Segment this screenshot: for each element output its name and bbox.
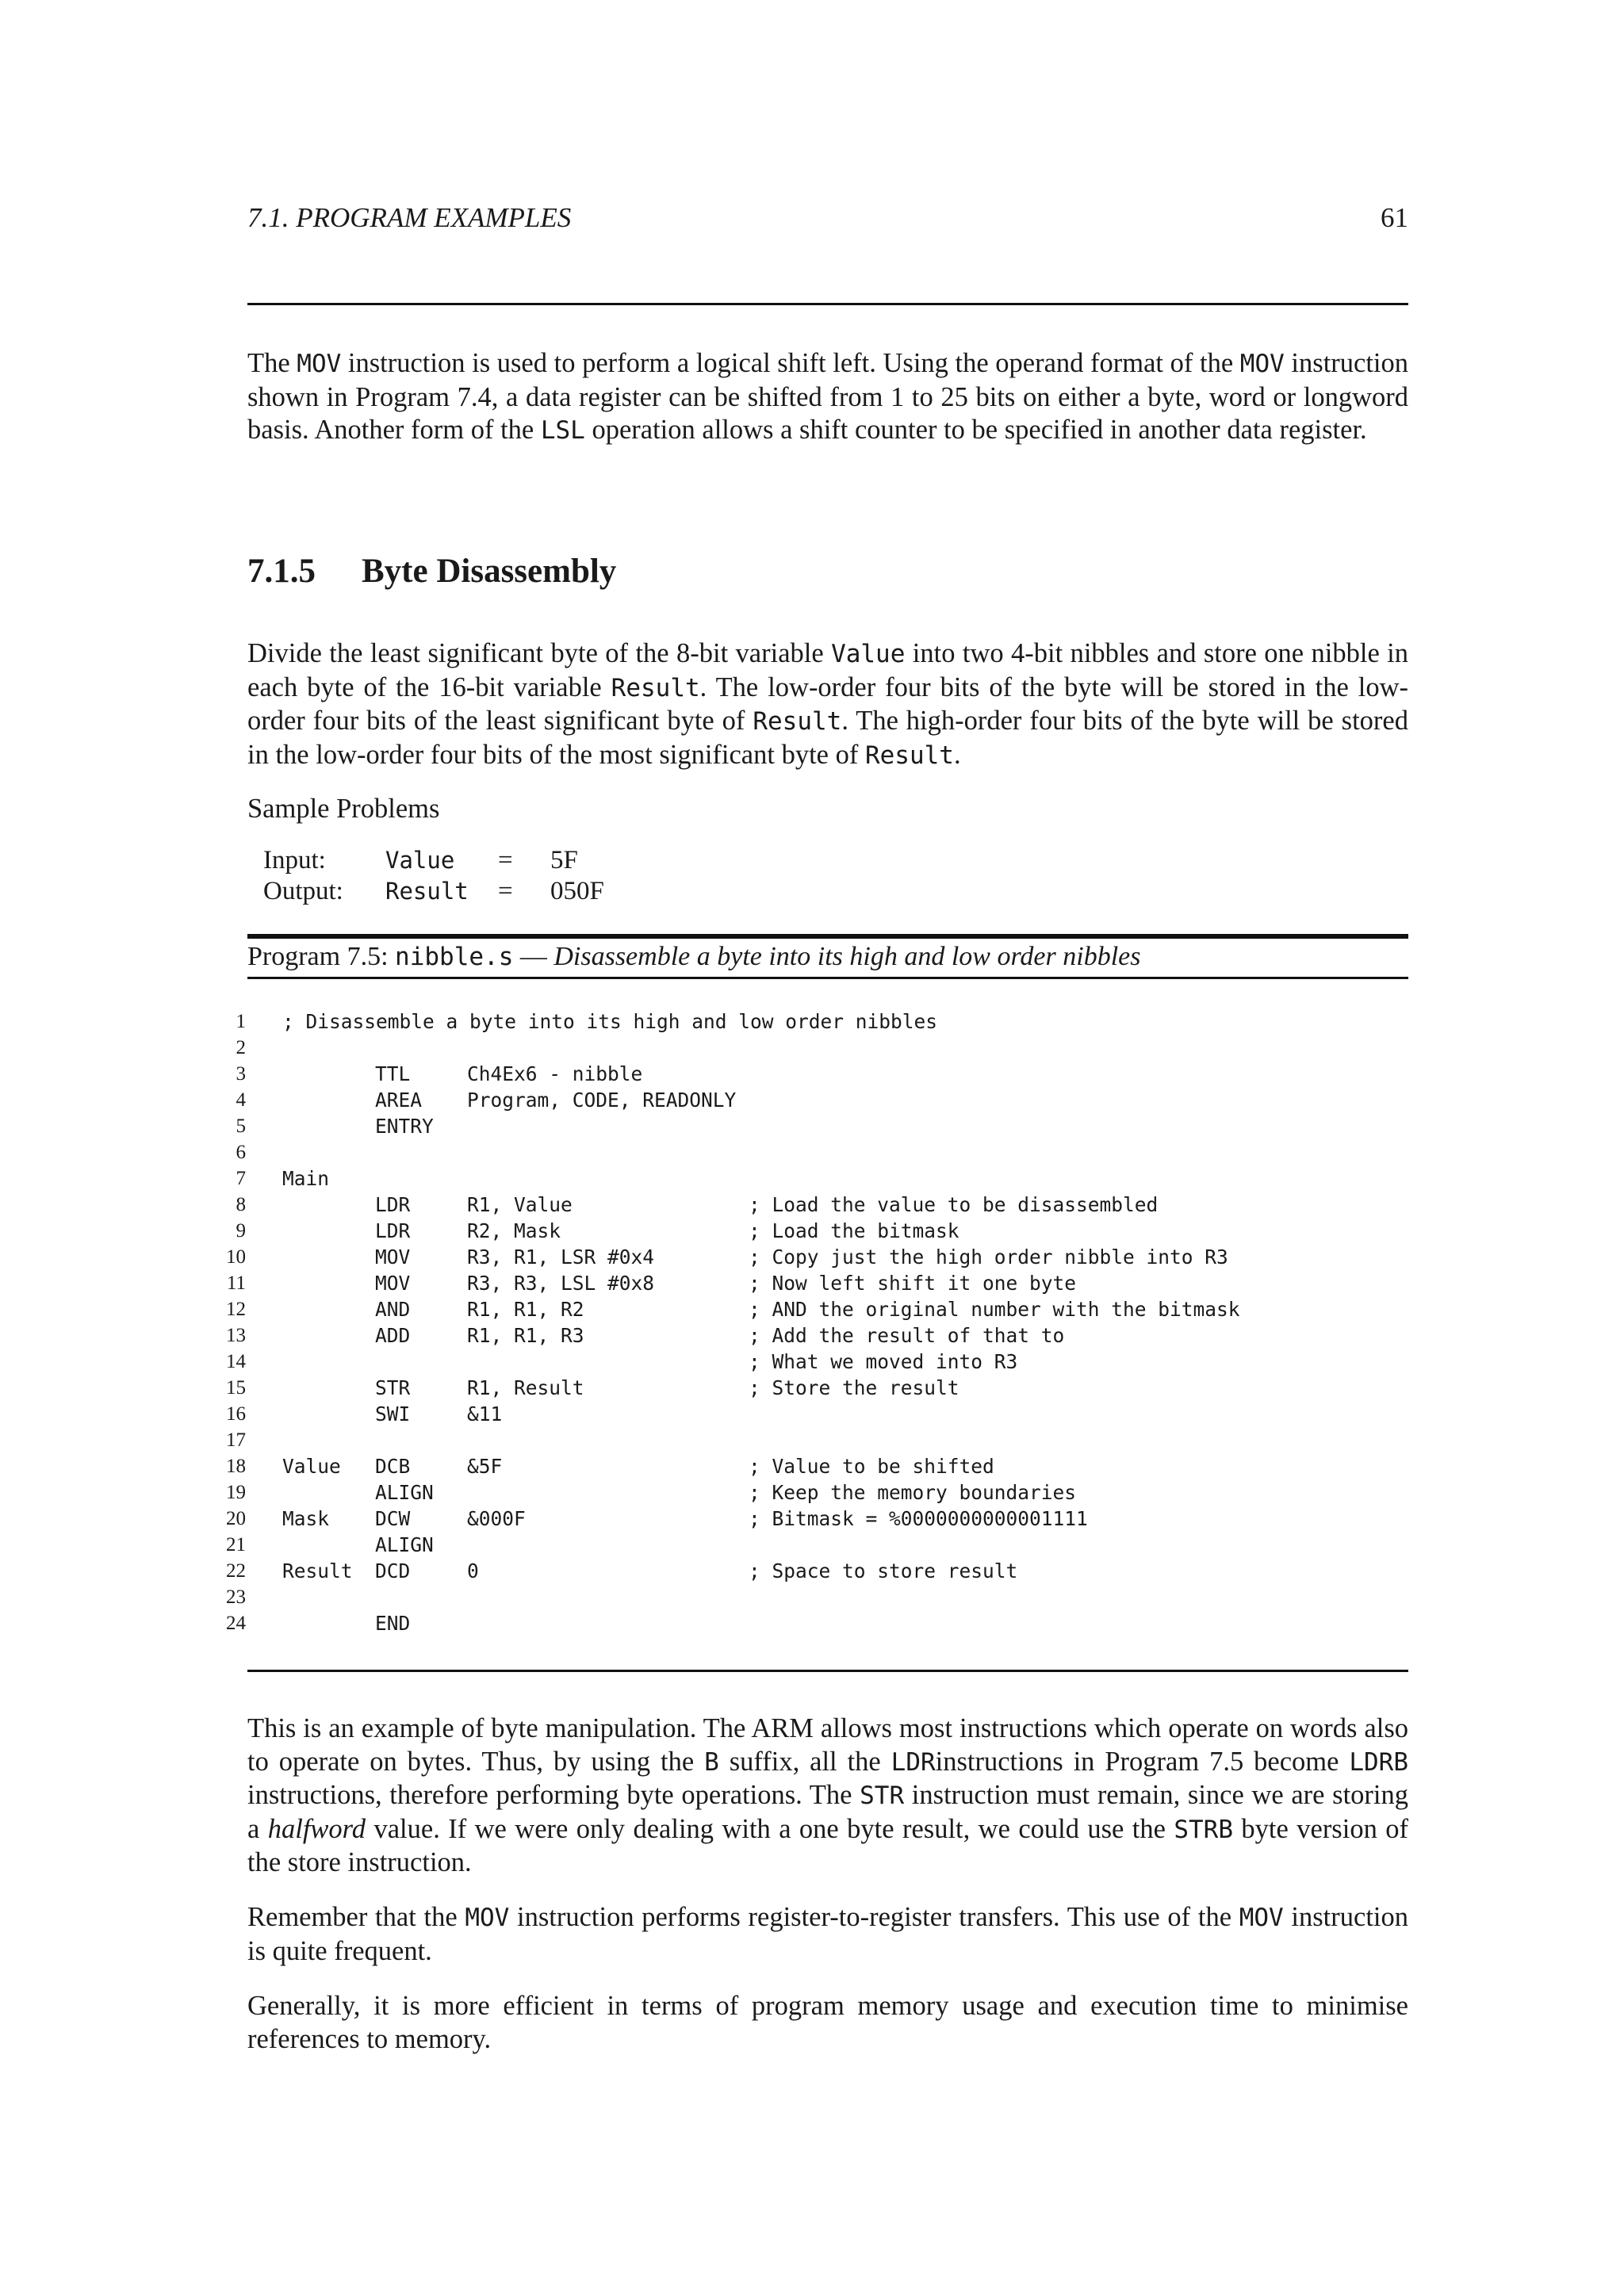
line-number: 1	[236, 1011, 246, 1032]
code-opcode: DCD	[375, 1559, 411, 1582]
code-opcode: AREA	[375, 1089, 423, 1112]
code-line	[0, 1270, 1624, 1296]
sample-value: 5F	[550, 846, 578, 874]
line-number: 14	[226, 1351, 246, 1372]
running-head	[247, 202, 1408, 242]
code-operands: R1, R1, R3	[467, 1324, 584, 1347]
code-label: ; Disassemble a byte into its high and low order nibbles	[282, 1010, 938, 1033]
code-label: Result	[282, 1559, 353, 1582]
code-operands: R1, Result	[467, 1376, 584, 1399]
code-comment: ; Space to store result	[749, 1559, 1018, 1582]
code-operands: R3, R3, LSL #0x8	[467, 1272, 655, 1295]
code-operands: Program, CODE, READONLY	[467, 1089, 737, 1112]
line-number: 20	[226, 1508, 246, 1529]
line-number: 13	[226, 1325, 246, 1346]
code-operands: 0	[467, 1559, 479, 1582]
code-line	[0, 1349, 1624, 1375]
program-bottom-rule	[247, 1670, 1408, 1672]
line-number: 12	[226, 1299, 246, 1320]
code-opcode: MOV	[375, 1272, 411, 1295]
line-number: 21	[226, 1534, 246, 1556]
code-line	[0, 1139, 1624, 1165]
code-line	[0, 1061, 1624, 1087]
code-opcode: SWI	[375, 1402, 411, 1425]
line-number: 6	[236, 1142, 246, 1163]
code-line	[0, 1558, 1624, 1584]
code-line	[0, 1427, 1624, 1453]
program-caption: Program 7.5: nibble.s — Disassemble a byte into its high and low order nibbles	[247, 942, 1141, 971]
code-comment: ; What we moved into R3	[749, 1350, 1018, 1373]
paragraph-efficiency: Generally, it is more efficient in terms of program memory usage and execution time to minimise references to memory.	[247, 1991, 1408, 2054]
code-opcode: AND	[375, 1298, 411, 1321]
code-operands: R1, R1, R2	[467, 1298, 584, 1321]
code-operands: &000F	[467, 1507, 526, 1530]
code-operands: &11	[467, 1402, 503, 1425]
code-opcode: STR	[375, 1376, 411, 1399]
code-line	[0, 1322, 1624, 1349]
code-line	[0, 1113, 1624, 1139]
code-opcode: LDR	[375, 1193, 411, 1216]
sample-label: Input:	[263, 846, 326, 874]
code-opcode: ALIGN	[375, 1481, 434, 1504]
code-line	[0, 1479, 1624, 1506]
page-number: 61	[1381, 202, 1408, 233]
code-line	[0, 1087, 1624, 1113]
sample-variable: Value	[385, 847, 455, 874]
line-number: 16	[226, 1403, 246, 1425]
line-number: 22	[226, 1560, 246, 1582]
code-line	[0, 1035, 1624, 1061]
sample-equals: =	[498, 877, 513, 905]
code-opcode: LDR	[375, 1219, 411, 1242]
line-number: 10	[226, 1246, 246, 1268]
code-comment: ; Bitmask = %0000000000001111	[749, 1507, 1088, 1530]
code-opcode: ENTRY	[375, 1115, 434, 1138]
code-opcode: ALIGN	[375, 1533, 434, 1556]
code-opcode: ADD	[375, 1324, 411, 1347]
sample-value: 050F	[550, 877, 604, 905]
code-label: Main	[282, 1167, 330, 1190]
sample-problems-heading: Sample Problems	[247, 794, 440, 824]
sample-equals: =	[498, 846, 513, 874]
line-number: 24	[226, 1613, 246, 1634]
code-line	[0, 1296, 1624, 1322]
line-number: 15	[226, 1377, 246, 1399]
code-line	[0, 1506, 1624, 1532]
line-number: 11	[226, 1272, 246, 1294]
code-opcode: MOV	[375, 1246, 411, 1269]
code-comment: ; Copy just the high order nibble into R3	[749, 1246, 1228, 1269]
line-number: 5	[236, 1115, 246, 1137]
code-opcode: TTL	[375, 1062, 411, 1085]
header-rule	[247, 303, 1408, 305]
code-opcode: DCB	[375, 1455, 411, 1478]
section-header: 7.1. PROGRAM EXAMPLES	[247, 202, 572, 233]
code-line	[0, 1218, 1624, 1244]
code-line	[0, 1008, 1624, 1035]
code-line	[0, 1584, 1624, 1610]
code-operands: R1, Value	[467, 1193, 573, 1216]
program-filename: nibble.s	[395, 943, 514, 971]
code-comment: ; Add the result of that to	[749, 1324, 1065, 1347]
code-line	[0, 1375, 1624, 1401]
code-operands: R3, R1, LSR #0x4	[467, 1246, 655, 1269]
code-line	[0, 1192, 1624, 1218]
sample-label: Output:	[263, 877, 343, 905]
line-number: 8	[236, 1194, 246, 1215]
code-comment: ; Store the result	[749, 1376, 959, 1399]
code-line	[0, 1532, 1624, 1558]
code-line	[0, 1244, 1624, 1270]
code-operands: Ch4Ex6 - nibble	[467, 1062, 643, 1085]
code-label: Mask	[282, 1507, 330, 1530]
program-top-rule	[247, 934, 1408, 939]
code-line	[0, 1165, 1624, 1192]
code-operands: &5F	[467, 1455, 503, 1478]
section-title: Byte Disassembly	[362, 553, 617, 590]
line-number: 3	[236, 1063, 246, 1085]
section-heading	[247, 552, 616, 591]
intro-paragraph: The MOV instruction is used to perform a logical shift left. Using the operand format of the MOV instruction shown in Program 7.4, a data register can be shifted from 1 to 25 bits on either a byte, word or longword basis. Another form of the LSL operation allows a shift counter to be specified in another data register.	[247, 348, 1408, 445]
code-listing	[0, 1008, 1624, 1636]
code-opcode: END	[375, 1612, 411, 1635]
code-opcode: DCW	[375, 1507, 411, 1530]
code-line	[0, 1453, 1624, 1479]
line-number: 19	[226, 1482, 246, 1503]
code-line	[0, 1610, 1624, 1636]
line-number: 18	[226, 1456, 246, 1477]
line-number: 7	[236, 1168, 246, 1189]
code-comment: ; Value to be shifted	[749, 1455, 994, 1478]
line-number: 2	[236, 1037, 246, 1058]
code-comment: ; Load the bitmask	[749, 1219, 959, 1242]
paragraph-byte-manipulation: This is an example of byte manipulation. The ARM allows most instructions which operate on words also to operate on bytes. Thus, by using the B suffix, all the LDRinstructions in Program 7.5 become LDRB instructions, therefore performing byte operations. The STR instruction must remain, since we are storing a halfword value. If we were only dealing with a one byte result, we could use the STRB byte version of the store instruction.	[247, 1713, 1408, 1877]
program-description: Disassemble a byte into its high and low order nibbles	[553, 942, 1141, 971]
line-number: 9	[236, 1220, 246, 1242]
program-caption-rule	[247, 977, 1408, 979]
sample-variable: Result	[385, 878, 469, 905]
code-label: Value	[282, 1455, 341, 1478]
code-operands: R2, Mask	[467, 1219, 561, 1242]
section-number: 7.1.5	[247, 553, 316, 590]
paragraph-mov: Remember that the MOV instruction performs register-to-register transfers. This use of the MOV instruction is quite frequent.	[247, 1902, 1408, 1966]
code-comment: ; AND the original number with the bitmask	[749, 1298, 1240, 1321]
code-line	[0, 1401, 1624, 1427]
code-comment: ; Load the value to be disassembled	[749, 1193, 1159, 1216]
problem-paragraph: Divide the least significant byte of the 8-bit variable Value into two 4-bit nibbles and store one nibble in each byte of the 16-bit variable Result. The low-order four bits of the byte will be stored in the low-order four bits of the least significant byte of Result. The high-order four bits of the byte will be stored in the low-order four bits of the most significant byte of Result.	[247, 638, 1409, 770]
code-comment: ; Now left shift it one byte	[749, 1272, 1077, 1295]
line-number: 4	[236, 1089, 246, 1111]
code-comment: ; Keep the memory boundaries	[749, 1481, 1077, 1504]
line-number: 17	[226, 1429, 246, 1451]
line-number: 23	[226, 1586, 246, 1608]
